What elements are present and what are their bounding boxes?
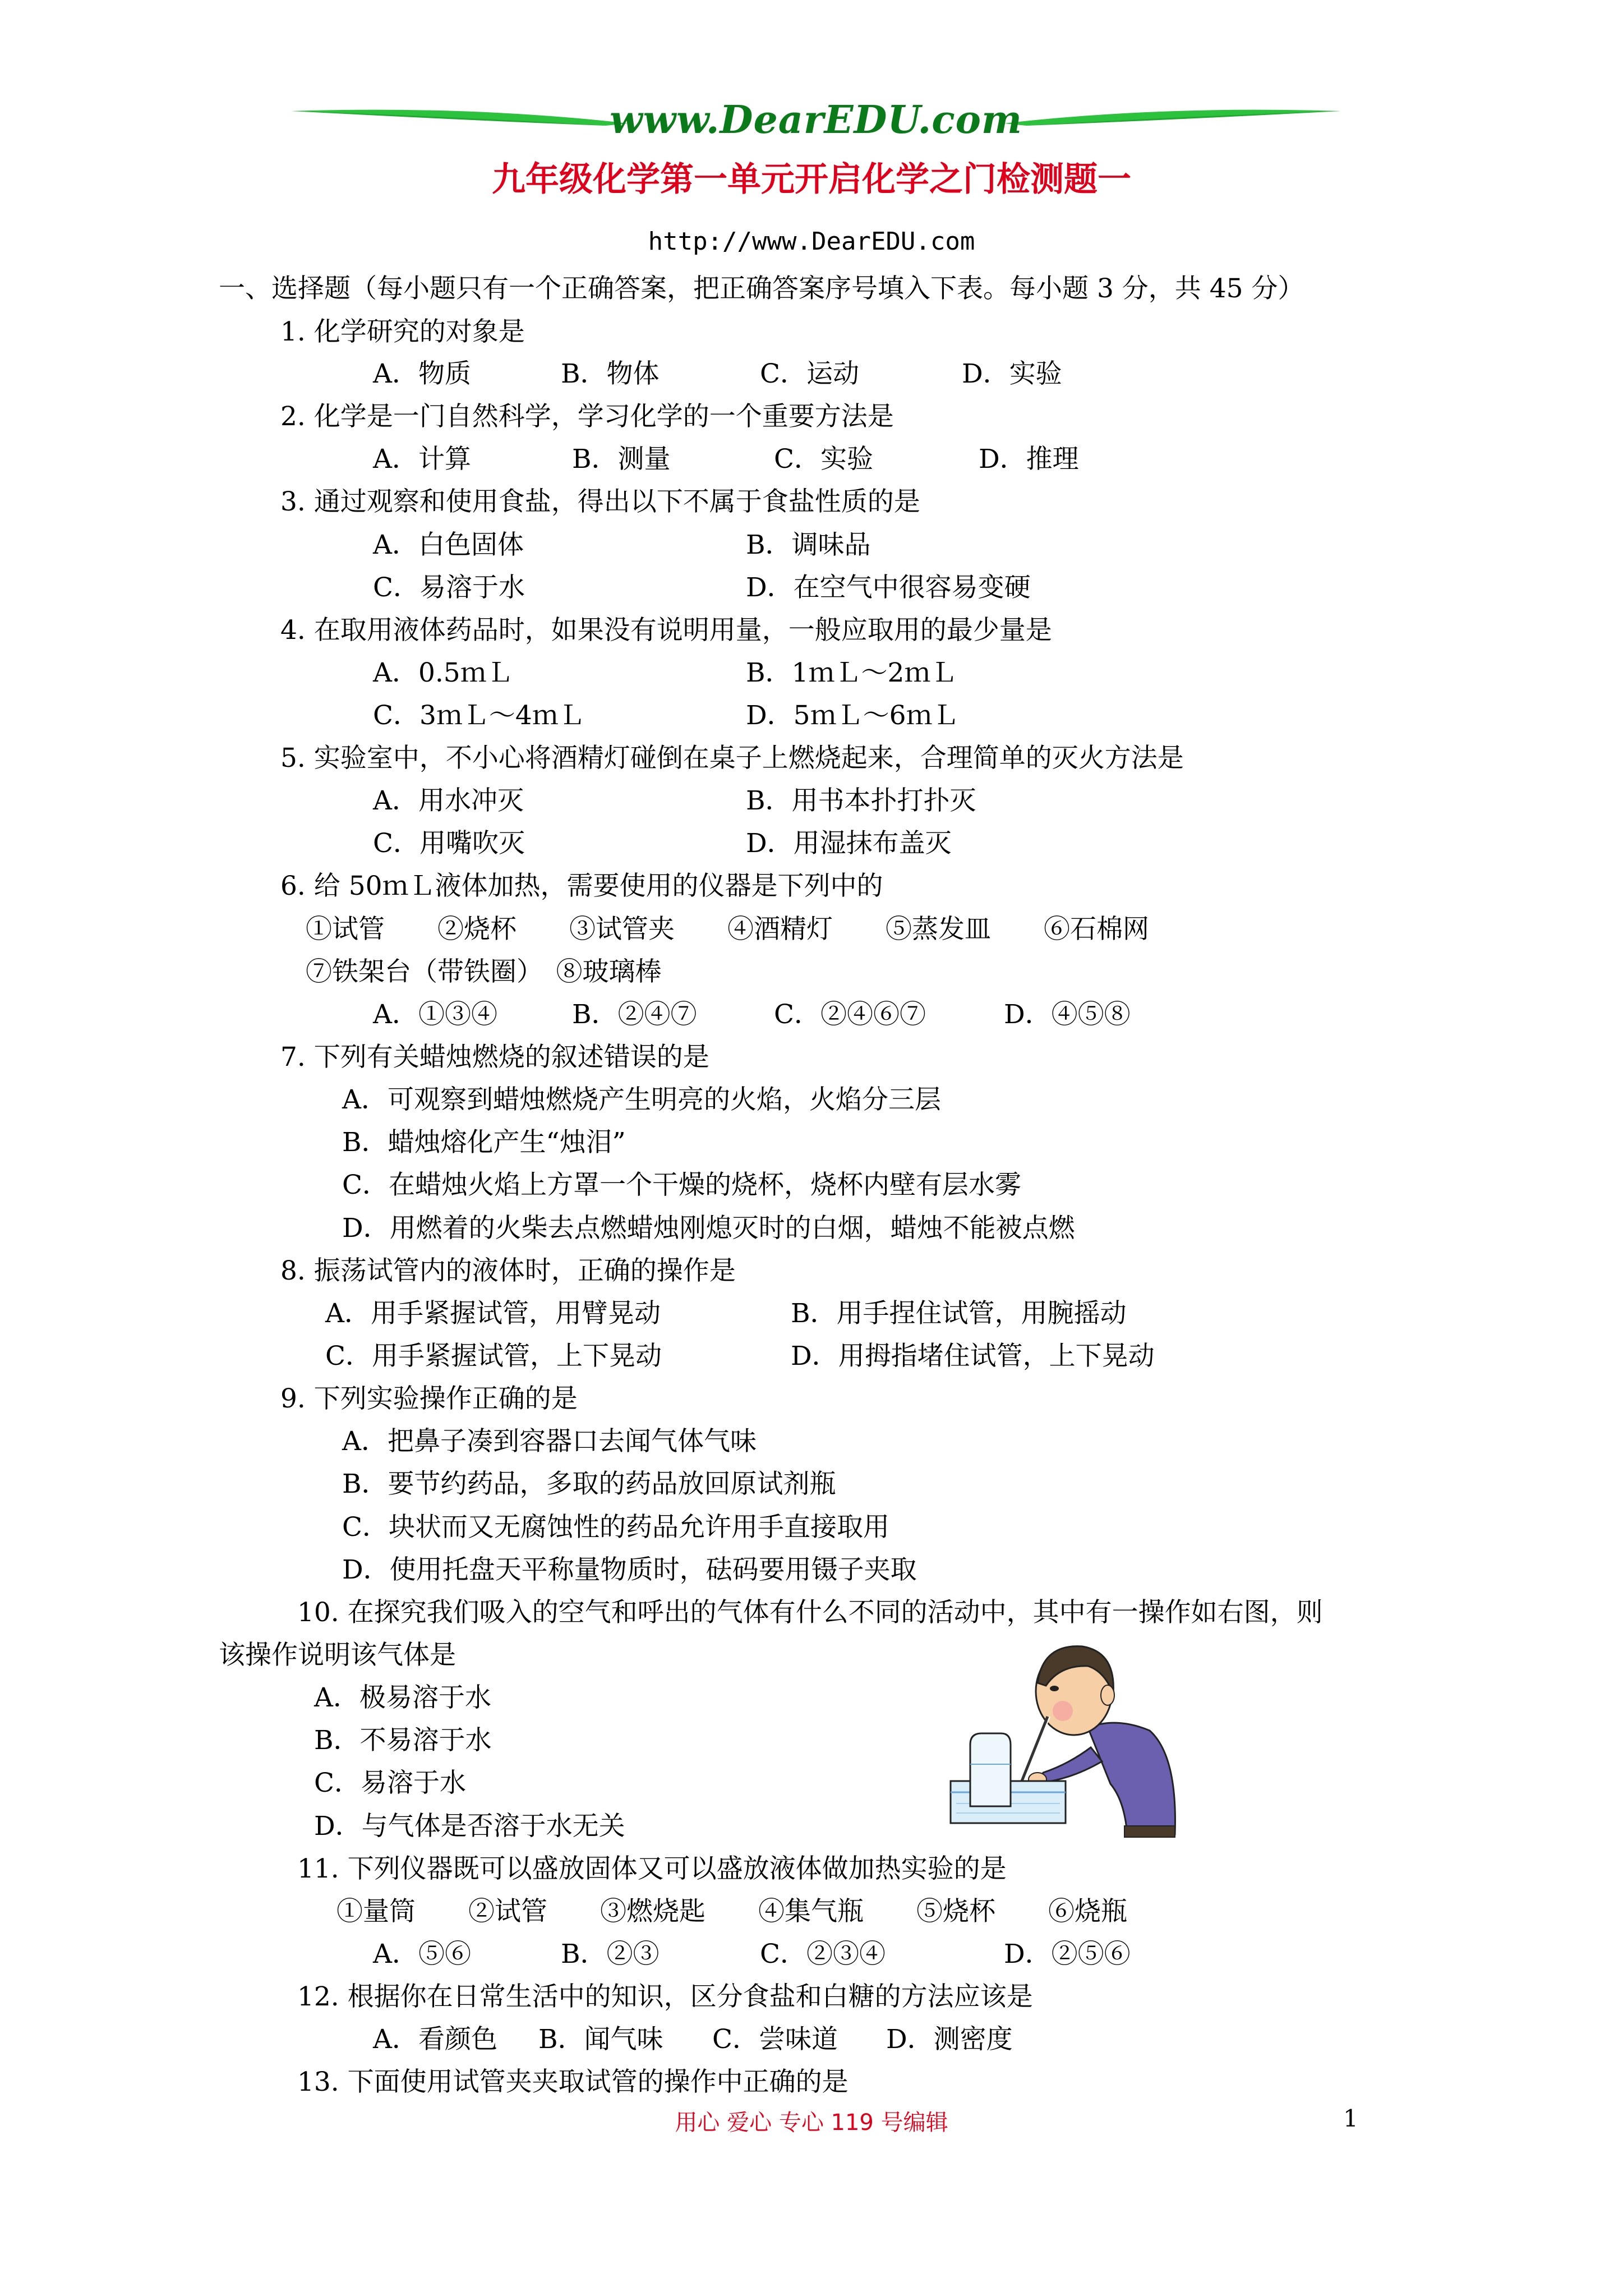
person-blowing-icon bbox=[948, 1632, 1189, 1846]
q2-option-c: C．实验 bbox=[774, 444, 873, 475]
question-6-stem: 6. 给 50ｍＬ液体加热，需要使用的仪器是下列中的 bbox=[280, 871, 883, 901]
q1-option-c: C．运动 bbox=[760, 358, 859, 389]
q6-items-1: ①试管 ②烧杯 ③试管夹 ④酒精灯 ⑤蒸发皿 ⑥石棉网 bbox=[306, 914, 1149, 945]
q2-option-b: B．测量 bbox=[572, 444, 671, 475]
q11-option-b: B．②③ bbox=[561, 1939, 660, 1970]
q12-option-c: C．尝味道 bbox=[712, 2024, 838, 2055]
question-4-stem: 4. 在取用液体药品时，如果没有说明用量，一般应取用的最少量是 bbox=[280, 615, 1052, 646]
page-title: 九年级化学第一单元开启化学之门检测题一 bbox=[492, 160, 1131, 199]
q9-option-d: D．使用托盘天平称量物质时，砝码要用镊子夹取 bbox=[342, 1554, 917, 1585]
q6-option-c: C．②④⑥⑦ bbox=[774, 999, 926, 1030]
q4-option-d: D．5ｍＬ～6ｍＬ bbox=[746, 700, 959, 731]
q11-option-d: D．②⑤⑥ bbox=[1004, 1939, 1131, 1970]
q8-option-a: A．用手紧握试管，用臂晃动 bbox=[325, 1298, 661, 1329]
site-logo-text: www.DearEDU.com bbox=[610, 98, 1022, 142]
q9-option-b: B．要节约药品，多取的药品放回原试剂瓶 bbox=[342, 1469, 836, 1499]
question-5-stem: 5. 实验室中，不小心将酒精灯碰倒在桌子上燃烧起来，合理简单的灭火方法是 bbox=[280, 743, 1184, 774]
q2-option-a: A．计算 bbox=[373, 444, 471, 475]
q3-option-b: B．调味品 bbox=[746, 530, 871, 560]
q10-option-d: D．与气体是否溶于水无关 bbox=[314, 1811, 625, 1842]
q8-option-b: B．用手捏住试管，用腕摇动 bbox=[791, 1298, 1127, 1329]
question-13-stem: 13. 下面使用试管夹夹取试管的操作中正确的是 bbox=[297, 2067, 849, 2097]
question-3-stem: 3. 通过观察和使用食盐，得出以下不属于食盐性质的是 bbox=[280, 486, 920, 517]
q5-option-a: A．用水冲灭 bbox=[373, 785, 524, 816]
q9-option-a: A．把鼻子凑到容器口去闻气体气味 bbox=[342, 1426, 757, 1457]
q5-option-d: D．用湿抹布盖灭 bbox=[746, 828, 952, 859]
q4-option-c: C．3ｍＬ～4ｍＬ bbox=[373, 700, 585, 731]
question-12-stem: 12. 根据你在日常生活中的知识，区分食盐和白糖的方法应该是 bbox=[297, 1981, 1033, 2012]
q11-option-a: A．⑤⑥ bbox=[373, 1939, 471, 1970]
q7-option-b: B．蜡烛熔化产生“烛泪” bbox=[342, 1127, 626, 1158]
q7-option-a: A．可观察到蜡烛燃烧产生明亮的火焰，火焰分三层 bbox=[342, 1084, 941, 1115]
q11-items: ①量筒 ②试管 ③燃烧匙 ④集气瓶 ⑤烧杯 ⑥烧瓶 bbox=[336, 1896, 1127, 1927]
q3-option-c: C．易溶于水 bbox=[373, 572, 525, 603]
q5-option-b: B．用书本扑打扑灭 bbox=[746, 785, 976, 816]
q8-option-d: D．用拇指堵住试管，上下晃动 bbox=[791, 1341, 1155, 1372]
q10-option-b: B．不易溶于水 bbox=[314, 1725, 492, 1756]
q1-option-d: D．实验 bbox=[962, 358, 1062, 389]
q6-option-b: B．②④⑦ bbox=[572, 999, 697, 1030]
q7-option-d: D．用燃着的火柴去点燃蜡烛刚熄灭时的白烟，蜡烛不能被点燃 bbox=[342, 1213, 1075, 1244]
q1-option-b: B．物体 bbox=[561, 358, 660, 389]
question-1-stem: 1. 化学研究的对象是 bbox=[280, 316, 525, 347]
site-url[interactable]: http://www.DearEDU.com bbox=[648, 227, 975, 256]
question-8-stem: 8. 振荡试管内的液体时，正确的操作是 bbox=[280, 1255, 736, 1286]
q4-option-a: A．0.5ｍＬ bbox=[373, 657, 513, 688]
q10-option-c: C．易溶于水 bbox=[314, 1768, 466, 1798]
question-7-stem: 7. 下列有关蜡烛燃烧的叙述错误的是 bbox=[280, 1042, 709, 1073]
q7-option-c: C．在蜡烛火焰上方罩一个干燥的烧杯，烧杯内壁有层水雾 bbox=[342, 1170, 1021, 1200]
question-2-stem: 2. 化学是一门自然科学，学习化学的一个重要方法是 bbox=[280, 401, 894, 432]
q6-option-d: D．④⑤⑧ bbox=[1004, 999, 1131, 1030]
q3-option-a: A．白色固体 bbox=[373, 530, 524, 560]
q10-option-a: A．极易溶于水 bbox=[314, 1682, 491, 1713]
q12-option-d: D．测密度 bbox=[886, 2024, 1013, 2055]
question-10-stem-continued: 该操作说明该气体是 bbox=[219, 1640, 456, 1671]
q12-option-b: B．闻气味 bbox=[538, 2024, 663, 2055]
q4-option-b: B．1ｍＬ～2ｍＬ bbox=[746, 657, 957, 688]
question-11-stem: 11. 下列仪器既可以盛放固体又可以盛放液体做加热实验的是 bbox=[297, 1853, 1007, 1884]
question-10-stem: 10. 在探究我们吸入的空气和呼出的气体有什么不同的活动中，其中有一操作如右图，则 bbox=[297, 1597, 1323, 1628]
q3-option-d: D．在空气中很容易变硬 bbox=[746, 572, 1031, 603]
q9-option-c: C．块状而又无腐蚀性的药品允许用手直接取用 bbox=[342, 1512, 889, 1543]
page-number: 1 bbox=[1343, 2105, 1358, 2132]
q6-option-a: A．①③④ bbox=[373, 999, 497, 1030]
q1-option-a: A．物质 bbox=[373, 358, 471, 389]
page-footer: 用心 爱心 专心 119 号编辑 bbox=[675, 2110, 948, 2136]
q8-option-c: C．用手紧握试管，上下晃动 bbox=[325, 1341, 662, 1372]
section-heading: 一、选择题（每小题只有一个正确答案，把正确答案序号填入下表。每小题 3 分，共 45 分） bbox=[219, 273, 1304, 304]
q6-items-2: ⑦铁架台（带铁圈） ⑧玻璃棒 bbox=[306, 956, 662, 987]
exhale-experiment-illustration bbox=[948, 1632, 1189, 1846]
q11-option-c: C．②③④ bbox=[760, 1939, 886, 1970]
q5-option-c: C．用嘴吹灭 bbox=[373, 828, 525, 859]
q2-option-d: D．推理 bbox=[979, 444, 1079, 475]
question-9-stem: 9. 下列实验操作正确的是 bbox=[280, 1383, 578, 1414]
site-banner bbox=[292, 94, 1340, 150]
q12-option-a: A．看颜色 bbox=[373, 2024, 497, 2055]
